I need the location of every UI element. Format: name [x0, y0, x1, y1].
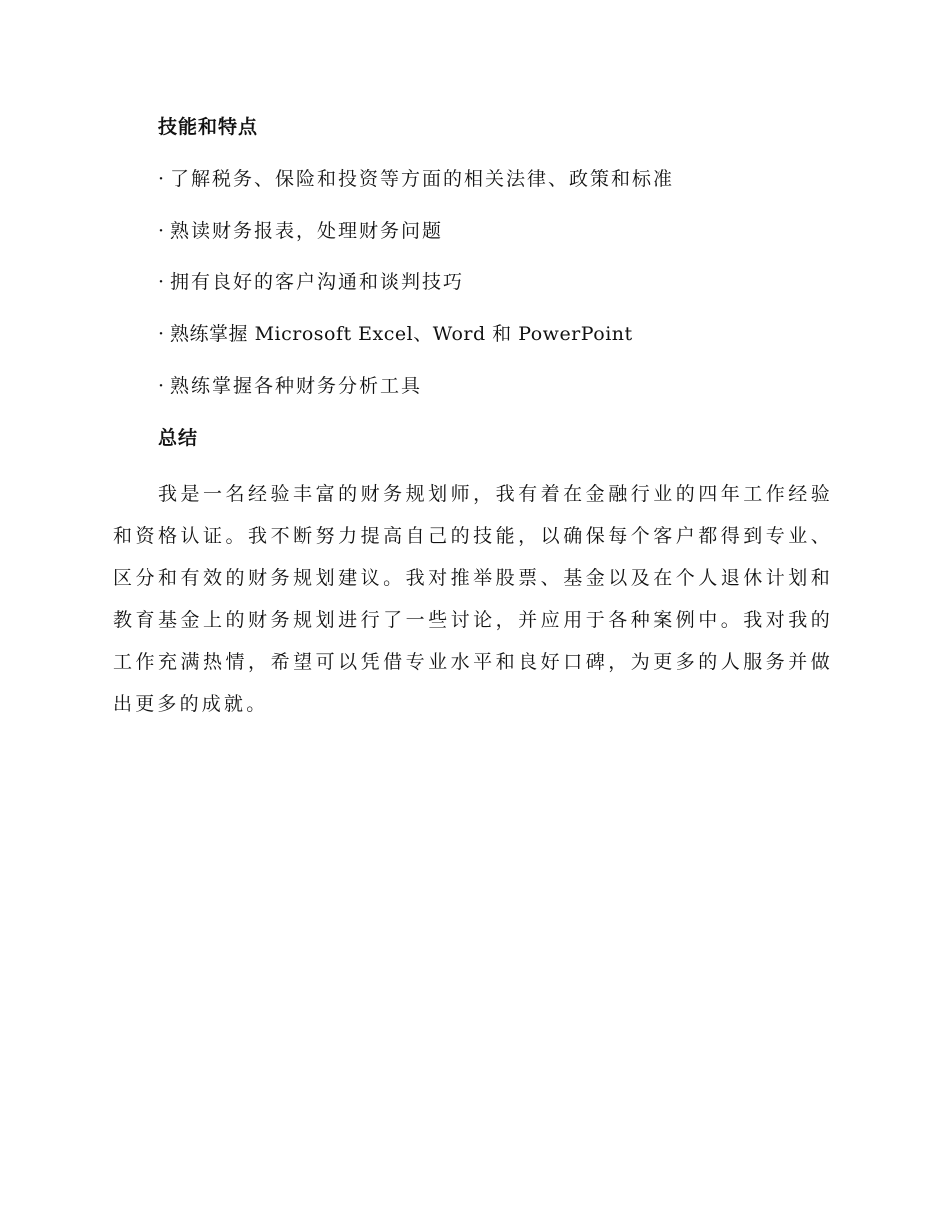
skill-item-text: 熟读财务报表，处理财务问题: [170, 220, 444, 242]
bullet-dot: ·: [158, 220, 165, 242]
skill-item: [158, 269, 464, 295]
bullet-dot: ·: [158, 168, 165, 190]
skill-item: [158, 321, 633, 347]
skill-item: [158, 373, 422, 399]
skills-heading: 技能和特点: [158, 116, 259, 138]
skill-item-text: 熟练掌握各种财务分析工具: [170, 375, 423, 397]
skill-item: [158, 218, 443, 244]
skill-item-text: 拥有良好的客户沟通和谈判技巧: [170, 271, 465, 293]
skill-item-text: 了解税务、保险和投资等方面的相关法律、政策和标准: [170, 168, 675, 190]
summary-paragraph: 我是一名经验丰富的财务规划师，我有着在金融行业的四年工作经验和资格认证。我不断努力提高自己的技能，以确保每个客户都得到专业、区分和有效的财务规划建议。我对推举股票、基金以及在个人退休计划和教育基金上的财务规划进行了一些讨论，并应用于各种案例中。我对我的工作充满热情，希望可以凭借专业水平和良好口碑，为更多的人服务并做出更多的成就。: [113, 483, 833, 715]
bullet-dot: ·: [158, 375, 165, 397]
bullet-dot: ·: [158, 323, 165, 345]
skill-item-text: 熟练掌握 Microsoft Excel、Word 和 PowerPoint: [170, 323, 633, 345]
summary-heading: 总结: [158, 427, 199, 449]
bullet-dot: ·: [158, 271, 165, 293]
skill-item: [158, 166, 674, 192]
